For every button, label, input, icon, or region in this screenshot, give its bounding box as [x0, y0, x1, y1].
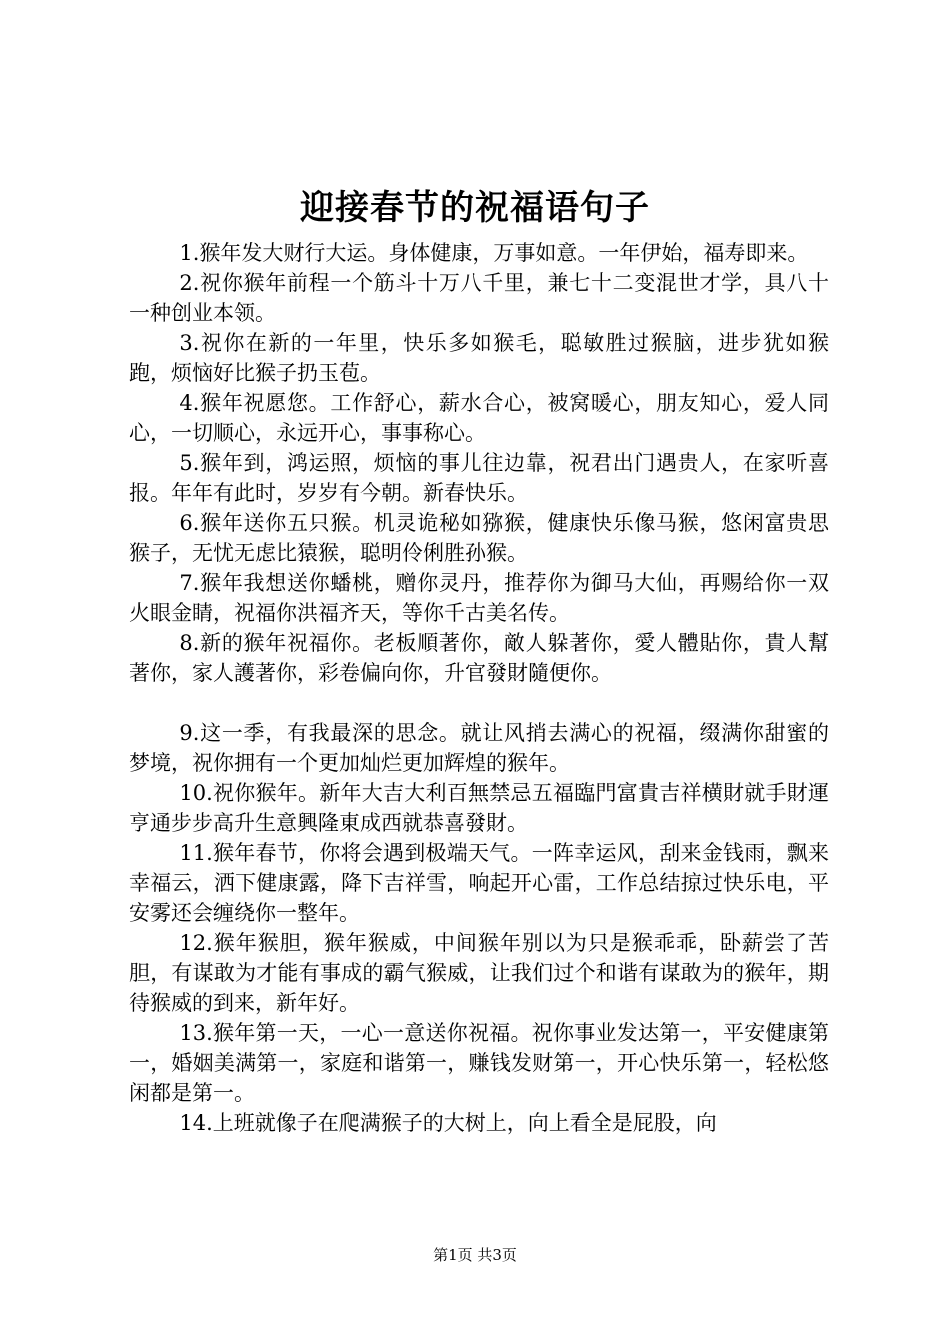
paragraph-3: 3.祝你在新的一年里，快乐多如猴毛，聪敏胜过猴脑，进步犹如猴跑，烦恼好比猴子扔玉苞。 — [129, 331, 829, 385]
document-body — [129, 238, 829, 1138]
paragraph-2: 2.祝你猴年前程一个筋斗十万八千里，兼七十二变混世才学，具八十一种创业本领。 — [129, 271, 829, 325]
paragraph-12: 12.猴年猴胆，猴年猴威，中间猴年别以为只是猴乖乖，卧薪尝了苦胆，有谋敢为才能有事成的霸气猴威，让我们过个和谐有谋敢为的猴年，期待猴威的到来，新年好。 — [129, 931, 829, 1015]
paragraph-7: 7.猴年我想送你蟠桃，赠你灵丹，推荐你为御马大仙，再赐给你一双火眼金睛，祝福你洪福齐天，等你千古美名传。 — [129, 571, 829, 625]
page-title: 迎接春节的祝福语句子 — [300, 188, 650, 228]
paragraph-5: 5.猴年到，鸿运照，烦恼的事儿往边靠，祝君出门遇贵人，在家听喜报。年年有此时，岁岁有今朝。新春快乐。 — [129, 451, 829, 505]
paragraph-6: 6.猴年送你五只猴。机灵诡秘如猕猴，健康快乐像马猴，悠闲富贵思猴子，无忧无虑比猿猴，聪明伶俐胜孙猴。 — [129, 511, 829, 565]
paragraph-14: 14.上班就像子在爬满猴子的大树上，向上看全是屁股，向 — [179, 1111, 717, 1135]
paragraph-1: 1.猴年发大财行大运。身体健康，万事如意。一年伊始，福寿即来。 — [179, 241, 809, 265]
paragraph-9: 9.这一季，有我最深的思念。就让风捎去满心的祝福，缀满你甜蜜的梦境，祝你拥有一个更加灿烂更加辉煌的猴年。 — [129, 721, 829, 775]
paragraph-13: 13.猴年第一天，一心一意送你祝福。祝你事业发达第一，平安健康第一，婚姻美满第一，家庭和谐第一，赚钱发财第一，开心快乐第一，轻松悠闲都是第一。 — [129, 1021, 829, 1105]
paragraph-11: 11.猴年春节，你将会遇到极端天气。一阵幸运风，刮来金钱雨，飘来幸福云，洒下健康露，降下吉祥雪，响起开心雷，工作总结掠过快乐电，平安雾还会缠绕你一整年。 — [129, 841, 829, 925]
paragraph-10: 10.祝你猴年。新年大吉大利百無禁忌五福臨門富貴吉祥横財就手財運亨通步步高升生意興隆東成西就恭喜發財。 — [129, 781, 829, 835]
paragraph-8: 8.新的猴年祝福你。老板順著你，敵人躲著你，愛人體貼你，貴人幫著你，家人護著你，彩卷偏向你，升官發財隨便你。 — [129, 631, 829, 685]
paragraph-4: 4.猴年祝愿您。工作舒心，薪水合心，被窝暖心，朋友知心，爱人同心，一切顺心，永远开心，事事称心。 — [129, 391, 829, 445]
page-footer: 第1页 共3页 — [433, 1246, 517, 1264]
